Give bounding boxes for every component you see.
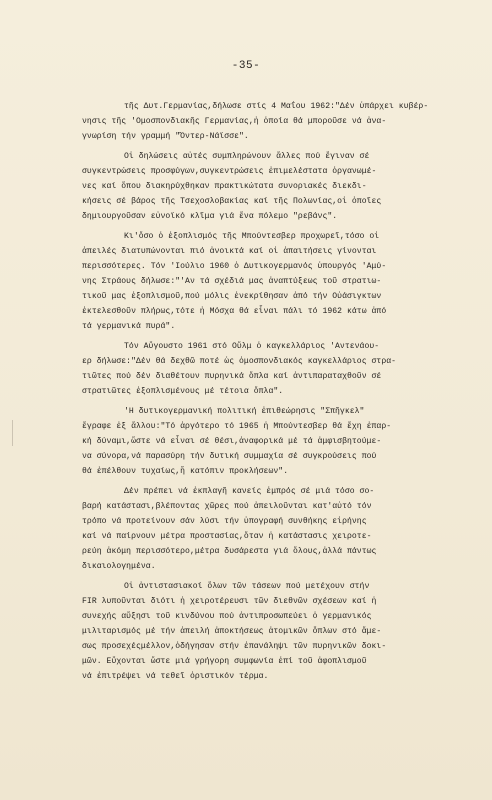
text-line: κή δύναμι,ὥστε νά εἶναι σέ θέσι,ἀναφορικά μέ τά ἀμφισβητούμε- <box>82 437 382 446</box>
text-line: ἔγραφε ἐξ ἄλλου:"Τό ἀργότερο τό 1965 ἡ Μπούντεσβερ θά ἔχη ἐπαρ- <box>82 422 392 431</box>
text-line: νησις τῆς 'Ομοσπονδιακῆς Γερμανίας,ἡ ὁποία θά μποροῦσε νά ἀνα- <box>82 117 387 126</box>
text-line: δημιουργοῦσαν εὐνοϊκό κλῖμα γιά ἕνα πόλεμο "ρεβάνς". <box>82 212 338 221</box>
paragraph <box>82 404 474 479</box>
text-line: ἀπειλές διατυπώνονται πιό ἀνοικτά καί οἱ ἀπαιτήσεις γίνονται <box>82 247 377 256</box>
text-line: Οἱ ἀντιστασιακοί ὅλων τῶν τάσεων πού μετέχουν στήν <box>124 582 370 591</box>
text-line: στρατιῶτες ἐξοπλισμένους μέ τέτοια ὅπλα". <box>82 387 284 396</box>
text-line: τικοῦ μας ἐξοπλισμοῦ,πού μόλις ἐνεκρίθησαν ἀπό τήν Οὐάσιγκτων <box>82 292 382 301</box>
text-line: κήσεις σέ βάρος τῆς Τσεχοσλοβακίας καί τῆς Πολωνίας,οἱ ὁποῖες <box>82 197 382 206</box>
text-line: ἐκτελεσθοῦν πλήρως,τότε ἡ Μόσχα θά εἶναι πάλι τό 1962 κάτω ἀπό <box>82 307 387 316</box>
text-line: ρεύη ἀκόμη περισσότερο,μέτρα δυσάρεστα γιά ὅλους,ἀλλά πάντως <box>82 547 377 556</box>
text-line: Δέν πρέπει νά ἐκπλαγῆ κανείς ἐμπρός σέ μιά τόσο σο- <box>124 487 375 496</box>
text-line: μιλιταρισμός μέ τήν ἀπειλή ἀποκτήσεως ἀτομικῶν ὅπλων στό ἄμε- <box>82 627 382 636</box>
text-line: δικαιολογημένα. <box>82 562 156 571</box>
text-line: σως προσεχέςμέλλον,ὁδήγησαν στήν ἐπανάληψι τῶν πυρηνικῶν δοκι- <box>82 642 387 651</box>
text-line: τρόπο νά προτείνουν σάν λύσι τήν ὑπογραφή συνθήκης εἰρήνης <box>82 517 367 526</box>
text-line: καί νά παίρνουν μέτρα προστασίας,ὅταν ἡ κατάστασις χειροτε- <box>82 532 372 541</box>
text-line: τιῶτες πού δέν διαθέτουν πυρηνικά ὅπλα καί ἀντιπαραταχθοῦν σέ <box>82 372 382 381</box>
text-line: Τόν Αὔγουστο 1961 στό Οὔλμ ὁ καγκελλάριος 'Αντενάου- <box>124 342 380 351</box>
text-line: νά ἐπιτρέψει νά τεθεῖ ὁριστικόν τέρμα. <box>82 672 269 681</box>
text-line: τῆς Δυτ.Γερμανίας,δήλωσε στίς 4 Μαΐου 1962:"Δέν ὑπάρχει κυβέρ- <box>124 102 429 111</box>
text-line: περισσότερες. Τόν 'Ιούλιο 1960 ὁ Δυτικογερμανός ὑπουργός 'Αμύ- <box>82 262 387 271</box>
text-line: νης Στράους δήλωσε:"'Αν τά σχέδιά μας ἀναπτύξεως τοῦ στρατιω- <box>82 277 382 286</box>
text-line: να σύνορα,νά παρασύρη τήν δυτική συμμαχία σέ συγκρούσεις πού <box>82 452 377 461</box>
text-line: FIR λυποῦνται διότι ἡ χειροτέρευσι τῶν διεθνῶν σχέσεων καί ἡ <box>82 597 377 606</box>
paragraph <box>82 579 474 684</box>
paragraph <box>82 149 474 224</box>
text-line: νες καί ὅπου διακηρύχθηκαν πρακτικώτατα συνοριακές διεκδι- <box>82 182 367 191</box>
text-line: μῶν. Εὔχονται ὥστε μιά γρήγορη συμφωνία ἐπί τοῦ ἀφοπλισμοῦ <box>82 657 367 666</box>
text-line: συνεχής αὔξησι τοῦ κινδύνου πού ἀντιπροσωπεύει ὁ γερμανικός <box>82 612 372 621</box>
paragraph <box>82 339 474 399</box>
paragraph <box>82 484 474 574</box>
margin-mark <box>12 420 23 446</box>
text-line: Κι'ὅσο ὁ ἐξοπλισμός τῆς Μπούντεσβερ προχωρεῖ,τόσο οἱ <box>124 232 380 241</box>
text-line: ερ δήλωσε:"Δέν θά δεχθῶ ποτέ ὡς ὁμοσπονδιακός καγκελλάριος στρα- <box>82 357 397 366</box>
page-number: -35- <box>231 60 261 72</box>
text-line: τά γερμανικά πυρά". <box>82 322 176 331</box>
text-line: βαρή κατάστασι,βλέποντας χῶρες πού ἀπειλοῦνται κατ'αὐτό τόν <box>82 502 372 511</box>
text-line: συγκεντρώσεις προσφύγων,συγκεντρώσεις ἐπιμελέστατα ὀργανωμέ- <box>82 167 377 176</box>
text-line: 'Η δυτικογερμανική πολιτική ἐπιθεώρησις "Σπῆγκελ" <box>124 407 365 416</box>
text-line: θά ἐπέλθουν τυχαίως,ἤ κατόπιν προκλήσεων". <box>82 467 289 476</box>
text-line: γνωρίση τήν γραμμή "Ὄντερ-Νάϊσσε". <box>82 132 249 141</box>
body-text <box>82 99 474 689</box>
paragraph <box>82 99 474 144</box>
paragraph <box>82 229 474 334</box>
text-line: Οἱ δηλώσεις αὐτές συμπληρώνουν ἄλλες πού ἔγιναν σέ <box>124 152 370 161</box>
